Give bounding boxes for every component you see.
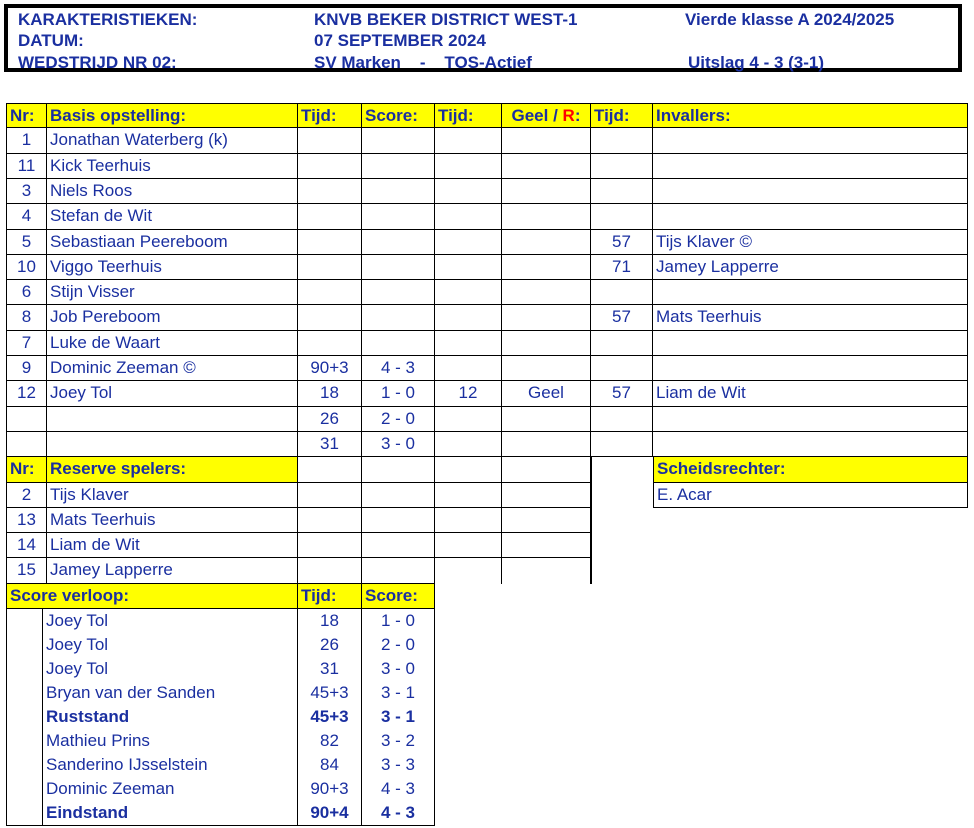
goal-time [298, 204, 362, 230]
goal-score: 4 - 3 [362, 356, 435, 381]
score-progression-tijd-header: Tijd: [298, 584, 362, 609]
substitute-name [653, 179, 968, 204]
score-indent [6, 753, 42, 777]
card-colon: : [574, 106, 581, 125]
player-name: Viggo Teerhuis [47, 255, 298, 280]
empty-cell [502, 483, 591, 508]
substitute-name [653, 280, 968, 305]
reserve-name: Jamey Lapperre [47, 558, 298, 584]
goal-score [362, 305, 435, 331]
card-slash: / [548, 106, 563, 125]
player-nr: 6 [6, 280, 47, 305]
score-indent [6, 657, 42, 681]
empty-cell [298, 483, 362, 508]
empty-cell [298, 457, 362, 483]
header-competition: KNVB BEKER DISTRICT WEST-1 [314, 10, 578, 29]
goal-score [362, 204, 435, 230]
empty-cell [502, 508, 591, 533]
col-header-nr: Nr: [6, 103, 47, 128]
empty-cell [298, 508, 362, 533]
empty-cell [435, 483, 502, 508]
reserve-nr: 15 [6, 558, 47, 584]
score-time: 84 [298, 753, 362, 777]
goal-time [298, 305, 362, 331]
reserve-name: Mats Teerhuis [47, 508, 298, 533]
empty-cell [362, 457, 435, 483]
substitution-time: 71 [591, 255, 653, 280]
scorer-name: Mathieu Prins [42, 729, 298, 753]
score-value: 3 - 3 [362, 753, 435, 777]
score-value: 2 - 0 [362, 633, 435, 657]
card-time [435, 154, 502, 179]
substitution-time [591, 204, 653, 230]
player-nr: 11 [6, 154, 47, 179]
empty-cell [502, 457, 591, 483]
header-league-season: Vierde klasse A 2024/2025 [685, 10, 895, 29]
col-header-score: Score: [362, 103, 435, 128]
player-nr [6, 432, 47, 457]
substitution-time [591, 331, 653, 356]
card-time [435, 128, 502, 154]
score-value: 3 - 0 [362, 657, 435, 681]
reserve-nr: 13 [6, 508, 47, 533]
score-indent [6, 729, 42, 753]
score-value: 1 - 0 [362, 609, 435, 633]
score-time: 26 [298, 633, 362, 657]
score-value: 4 - 3 [362, 801, 435, 825]
score-time: 90+4 [298, 801, 362, 825]
card-label-red: R [562, 106, 575, 125]
card-type [502, 128, 591, 154]
card-type [502, 230, 591, 255]
header-label-characteristics: KARAKTERISTIEKEN: [18, 10, 198, 29]
card-type [502, 432, 591, 457]
goal-score [362, 128, 435, 154]
empty-cell [435, 457, 502, 483]
player-name: Stefan de Wit [47, 204, 298, 230]
header-date: 07 SEPTEMBER 2024 [314, 31, 486, 50]
goal-score [362, 280, 435, 305]
card-time: 12 [435, 381, 502, 407]
player-name: Kick Teerhuis [47, 154, 298, 179]
player-nr: 12 [6, 381, 47, 407]
grid-line [591, 457, 592, 584]
player-name: Niels Roos [47, 179, 298, 204]
scorer-name: Joey Tol [42, 609, 298, 633]
score-value: 3 - 2 [362, 729, 435, 753]
score-value: 3 - 1 [362, 681, 435, 705]
player-name: Joey Tol [47, 381, 298, 407]
empty-cell [362, 508, 435, 533]
player-nr: 7 [6, 331, 47, 356]
goal-score [362, 331, 435, 356]
card-type [502, 280, 591, 305]
empty-cell [435, 533, 502, 558]
score-time: 90+3 [298, 777, 362, 801]
referee-name: E. Acar [653, 483, 968, 508]
card-type [502, 179, 591, 204]
player-nr: 5 [6, 230, 47, 255]
goal-time [298, 179, 362, 204]
player-nr: 9 [6, 356, 47, 381]
substitution-time: 57 [591, 305, 653, 331]
card-type [502, 331, 591, 356]
player-name: Stijn Visser [47, 280, 298, 305]
scorer-name: Eindstand [42, 801, 298, 825]
score-indent [6, 609, 42, 633]
substitution-time [591, 356, 653, 381]
goal-score: 1 - 0 [362, 381, 435, 407]
score-progression-header: Score verloop: [6, 584, 298, 609]
goal-time [298, 280, 362, 305]
card-time [435, 179, 502, 204]
player-nr: 8 [6, 305, 47, 331]
goal-time: 18 [298, 381, 362, 407]
scorer-name: Joey Tol [42, 633, 298, 657]
card-type [502, 154, 591, 179]
substitute-name [653, 356, 968, 381]
substitution-time [591, 154, 653, 179]
scorer-name: Sanderino IJsselstein [42, 753, 298, 777]
player-nr: 1 [6, 128, 47, 154]
match-header [4, 4, 962, 72]
empty-cell [362, 533, 435, 558]
player-name: Dominic Zeeman © [47, 356, 298, 381]
header-result: Uitslag 4 - 3 (3-1) [688, 53, 825, 72]
scorer-name: Bryan van der Sanden [42, 681, 298, 705]
empty-cell [362, 483, 435, 508]
reserve-header-title: Reserve spelers: [47, 457, 298, 483]
empty-cell [362, 558, 435, 584]
score-progression-score-header: Score: [362, 584, 435, 609]
score-time: 45+3 [298, 681, 362, 705]
player-name [47, 407, 298, 432]
card-time [435, 204, 502, 230]
empty-cell [502, 533, 591, 558]
header-label-match-nr: WEDSTRIJD NR 02: [18, 53, 177, 72]
reserve-name: Liam de Wit [47, 533, 298, 558]
score-indent [6, 681, 42, 705]
goal-time [298, 255, 362, 280]
substitute-name [653, 128, 968, 154]
substitute-name: Liam de Wit [653, 381, 968, 407]
player-name: Sebastiaan Peereboom [47, 230, 298, 255]
grid-line [6, 825, 435, 826]
card-time [435, 280, 502, 305]
card-time [435, 230, 502, 255]
card-type [502, 305, 591, 331]
card-time [435, 432, 502, 457]
goal-time [298, 128, 362, 154]
substitution-time [591, 128, 653, 154]
substitute-name [653, 154, 968, 179]
goal-score: 3 - 0 [362, 432, 435, 457]
card-time [435, 407, 502, 432]
empty-cell [435, 558, 502, 584]
card-time [435, 255, 502, 280]
goal-time: 26 [298, 407, 362, 432]
goal-score [362, 230, 435, 255]
substitution-time [591, 280, 653, 305]
substitution-time [591, 179, 653, 204]
card-label-yellow: Geel [511, 106, 549, 125]
substitution-time: 57 [591, 230, 653, 255]
card-type [502, 204, 591, 230]
card-time [435, 305, 502, 331]
score-indent [6, 633, 42, 657]
goal-score [362, 179, 435, 204]
card-type [502, 255, 591, 280]
score-time: 18 [298, 609, 362, 633]
player-name: Jonathan Waterberg (k) [47, 128, 298, 154]
player-nr: 10 [6, 255, 47, 280]
substitute-name: Tijs Klaver © [653, 230, 968, 255]
substitute-name [653, 204, 968, 230]
goal-score [362, 255, 435, 280]
score-time: 31 [298, 657, 362, 681]
empty-cell [502, 558, 591, 584]
substitution-time [591, 432, 653, 457]
card-time [435, 356, 502, 381]
substitution-time [591, 407, 653, 432]
player-nr [6, 407, 47, 432]
score-indent [6, 801, 42, 825]
substitute-name: Mats Teerhuis [653, 305, 968, 331]
player-name: Job Pereboom [47, 305, 298, 331]
goal-time [298, 230, 362, 255]
scorer-name: Ruststand [42, 705, 298, 729]
referee-header: Scheidsrechter: [653, 457, 968, 483]
empty-cell [435, 508, 502, 533]
score-indent [6, 705, 42, 729]
substitute-name [653, 407, 968, 432]
score-indent [6, 777, 42, 801]
card-type [502, 356, 591, 381]
reserve-name: Tijs Klaver [47, 483, 298, 508]
reserve-nr: 2 [6, 483, 47, 508]
goal-time [298, 154, 362, 179]
score-time: 82 [298, 729, 362, 753]
player-name: Luke de Waart [47, 331, 298, 356]
reserve-header-nr: Nr: [6, 457, 47, 483]
score-value: 4 - 3 [362, 777, 435, 801]
score-time: 45+3 [298, 705, 362, 729]
goal-time: 90+3 [298, 356, 362, 381]
goal-time: 31 [298, 432, 362, 457]
card-type [502, 407, 591, 432]
goal-score [362, 154, 435, 179]
col-header-basis: Basis opstelling: [47, 103, 298, 128]
scorer-name: Joey Tol [42, 657, 298, 681]
header-label-date: DATUM: [18, 31, 84, 50]
col-header-card [502, 103, 591, 128]
substitution-time: 57 [591, 381, 653, 407]
goal-score: 2 - 0 [362, 407, 435, 432]
substitute-name [653, 432, 968, 457]
score-value: 3 - 1 [362, 705, 435, 729]
empty-cell [298, 533, 362, 558]
col-header-tijd: Tijd: [435, 103, 502, 128]
card-type: Geel [502, 381, 591, 407]
goal-time [298, 331, 362, 356]
substitute-name [653, 331, 968, 356]
empty-cell [298, 558, 362, 584]
col-header-tijd: Tijd: [591, 103, 653, 128]
scorer-name: Dominic Zeeman [42, 777, 298, 801]
player-nr: 4 [6, 204, 47, 230]
col-header-invallers: Invallers: [653, 103, 968, 128]
player-nr: 3 [6, 179, 47, 204]
player-name [47, 432, 298, 457]
header-teams: SV Marken - TOS-Actief [314, 53, 532, 72]
substitute-name: Jamey Lapperre [653, 255, 968, 280]
card-time [435, 331, 502, 356]
col-header-tijd: Tijd: [298, 103, 362, 128]
reserve-nr: 14 [6, 533, 47, 558]
